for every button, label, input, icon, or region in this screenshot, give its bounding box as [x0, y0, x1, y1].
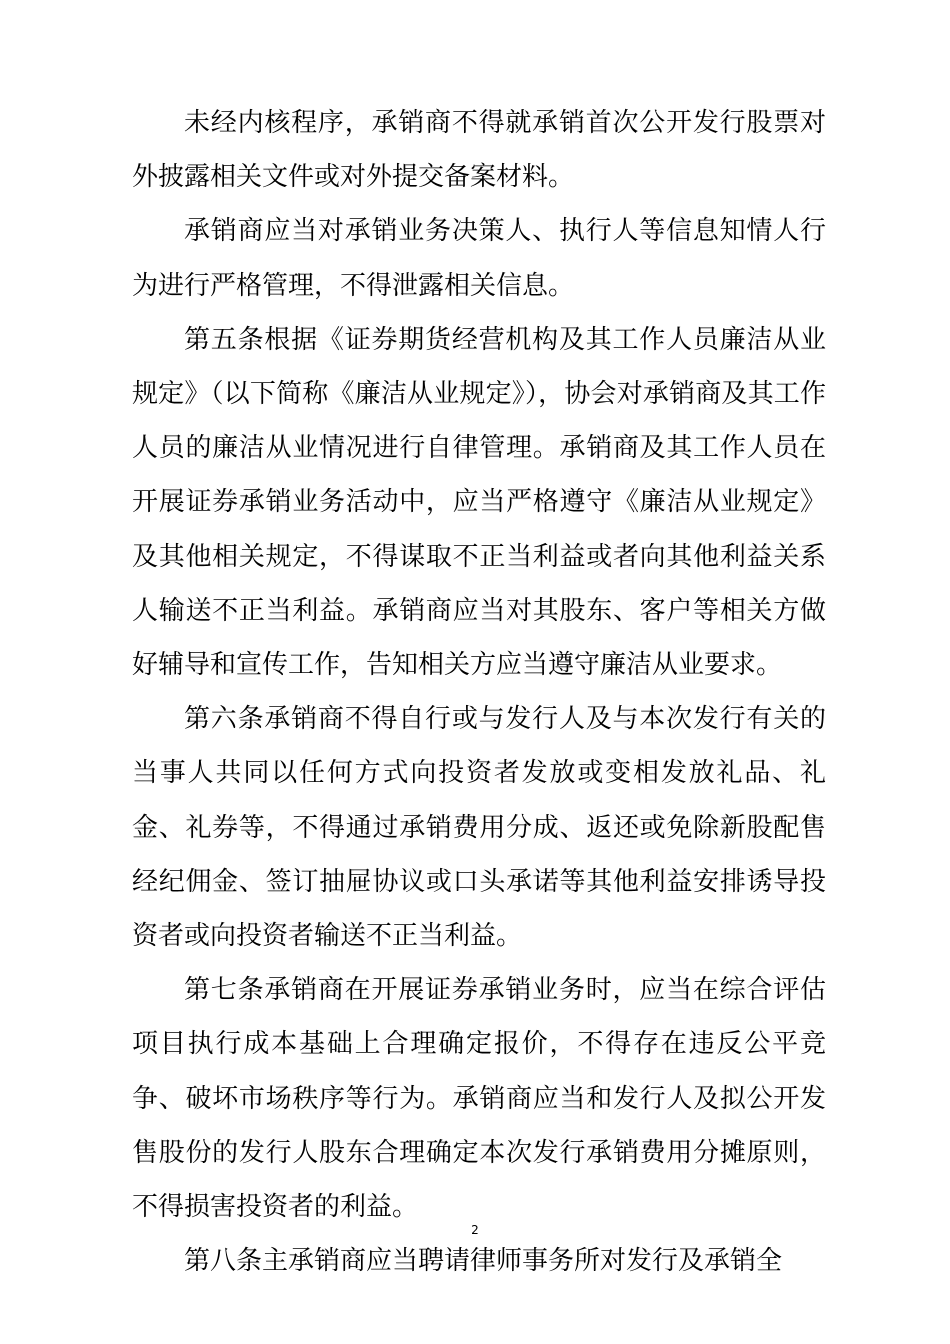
paragraph-article-6: 第六条承销商不得自行或与发行人及与本次发行有关的当事人共同以任何方式向投资者发放或变相发放礼品、礼金、礼券等，不得通过承销费用分成、返还或免除新股配售经纪佣金、签订抽屉协议或口头承诺等其他利益安排诱导投资者或向投资者输送不正当利益。: [132, 704, 826, 952]
paragraph-internal-review: 未经内核程序，承销商不得就承销首次公开发行股票对外披露相关文件或对外提交备案材料。: [132, 108, 826, 193]
paragraph-article-8: 第八条主承销商应当聘请律师事务所对发行及承销全: [184, 1246, 783, 1277]
paragraph-insider-management: 承销商应当对承销业务决策人、执行人等信息知情人行为进行严格管理，不得泄露相关信息。: [132, 216, 826, 301]
paragraph-article-5: 第五条根据《证券期货经营机构及其工作人员廉洁从业规定》（以下简称《廉洁从业规定》），协会对承销商及其工作人员的廉洁从业情况进行自律管理。承销商及其工作人员在开展证券承销业务活动中，应当严格遵守《廉洁从业规定》及其他相关规定，不得谋取不正当利益或者向其他利益关系人输送不正当利益。承销商应当对其股东、客户等相关方做好辅导和宣传工作，告知相关方应当遵守廉洁从业要求。: [132, 324, 826, 681]
paragraph-article-7: 第七条承销商在开展证券承销业务时，应当在综合评估项目执行成本基础上合理确定报价，不得存在违反公平竞争、破坏市场秩序等行为。承销商应当和发行人及拟公开发售股份的发行人股东合理确定本次发行承销费用分摊原则，不得损害投资者的利益。: [132, 975, 826, 1223]
document-body: [132, 96, 826, 1288]
page-number: 2: [471, 1223, 479, 1237]
